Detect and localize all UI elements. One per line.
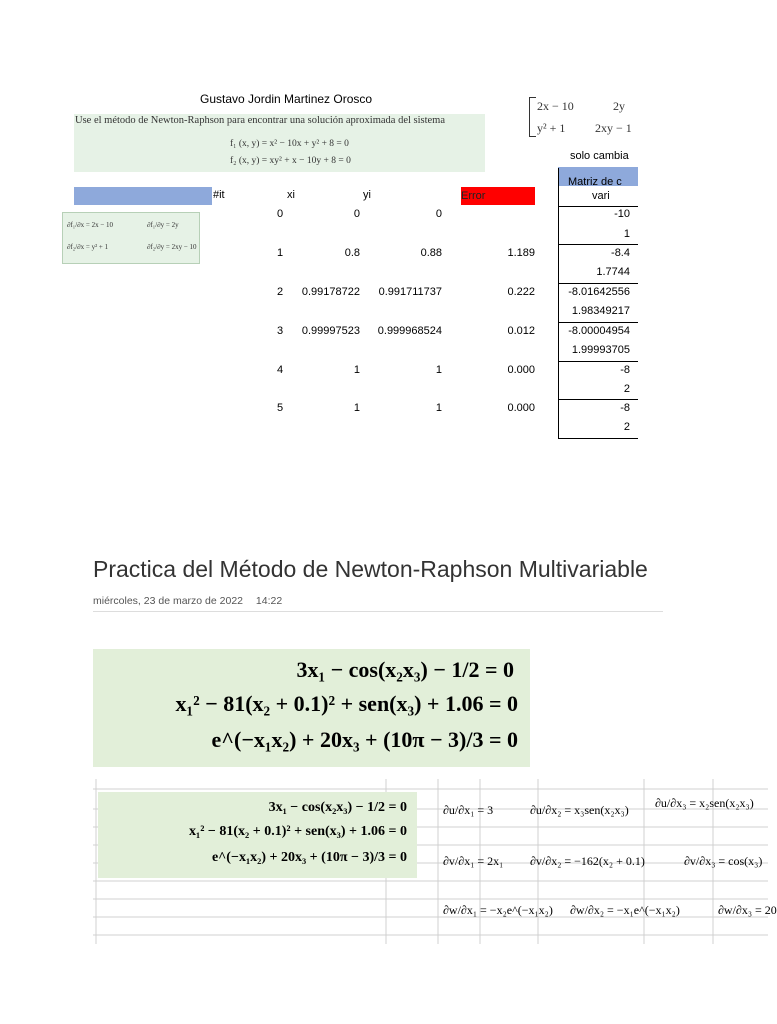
page-date bbox=[93, 595, 282, 607]
row0-matrix-1: -10 bbox=[614, 208, 630, 220]
row2-y: 0.991711737 bbox=[378, 286, 442, 298]
deriv-f1-y: ∂f₁/∂y = 2y bbox=[147, 221, 179, 229]
row3-matrix-2: 1.99993705 bbox=[571, 344, 630, 356]
col-header-error: Error bbox=[461, 187, 535, 205]
partial-w-x3: ∂w/∂x₃ = 20 bbox=[718, 903, 777, 917]
row5-y: 1 bbox=[435, 402, 442, 414]
row5-it: 5 bbox=[277, 402, 284, 414]
system-equations-small-box bbox=[98, 792, 417, 878]
matrix-separator bbox=[558, 399, 638, 400]
system-equation-1: 3x₁ − cos(x₂x₃) − 1/2 = 0 bbox=[296, 657, 514, 682]
row3-matrix-1: -8.00004954 bbox=[568, 325, 630, 337]
partial-derivatives-box bbox=[62, 212, 200, 264]
small-equation-2: x₁² − 81(x₂ + 0.1)² + sen(x₃) + 1.06 = 0 bbox=[189, 824, 407, 839]
row4-matrix-2: 2 bbox=[623, 383, 630, 395]
page-date-text: miércoles, 23 de marzo de 2022 bbox=[93, 595, 243, 607]
title-divider bbox=[93, 611, 663, 612]
matrix-separator bbox=[558, 244, 638, 245]
row1-x: 0.8 bbox=[344, 247, 360, 259]
jacobian-matrix bbox=[527, 95, 637, 139]
col-header-x: xi bbox=[287, 189, 295, 201]
jacobian-c: y² + 1 bbox=[537, 121, 566, 135]
equation-f1: f₁ (x, y) = x² − 10x + y² + 8 = 0 bbox=[230, 139, 349, 149]
matrix-title-line2: vari bbox=[592, 190, 610, 202]
system-equation-2: x₁² − 81(x₂ + 0.1)² + sen(x₃) + 1.06 = 0 bbox=[175, 691, 518, 716]
partial-v-x1: ∂v/∂x₁ = 2x₁ bbox=[443, 854, 504, 868]
row1-matrix-1: -8.4 bbox=[611, 247, 630, 259]
row3-error: 0.012 bbox=[507, 325, 535, 337]
matrix-bracket bbox=[529, 97, 536, 137]
matrix-separator bbox=[558, 283, 638, 284]
row2-error: 0.222 bbox=[507, 286, 535, 298]
page-time: 14:22 bbox=[255, 595, 283, 607]
system-equation-3: e^(−x₁x₂) + 20x₃ + (10π − 3)/3 = 0 bbox=[211, 727, 518, 752]
partial-u-x1: ∂u/∂x₁ = 3 bbox=[443, 803, 494, 817]
row2-it: 2 bbox=[277, 286, 284, 298]
row0-matrix-2: 1 bbox=[623, 228, 630, 240]
author-name: Gustavo Jordin Martinez Orosco bbox=[200, 92, 373, 106]
page-title: Practica del Método de Newton-Raphson Multivariable bbox=[93, 556, 648, 582]
screenshot-crop-edge bbox=[638, 80, 768, 460]
row4-matrix-1: -8 bbox=[620, 364, 630, 376]
row5-matrix-1: -8 bbox=[620, 402, 630, 414]
row5-error: 0.000 bbox=[507, 402, 535, 414]
row0-y: 0 bbox=[435, 208, 442, 220]
partial-u-x3: ∂u/∂x₃ = x₂sen(x₂x₃) bbox=[655, 796, 754, 810]
row5-matrix-2: 2 bbox=[623, 421, 630, 433]
partial-v-x2: ∂v/∂x₂ = −162(x₂ + 0.1) bbox=[530, 854, 645, 868]
matrix-separator bbox=[558, 322, 638, 323]
row2-matrix-1: -8.01642556 bbox=[568, 286, 630, 298]
row3-x: 0.99997523 bbox=[301, 325, 360, 337]
small-equation-1: 3x₁ − cos(x₂x₃) − 1/2 = 0 bbox=[268, 800, 407, 815]
row1-matrix-2: 1.7744 bbox=[596, 266, 630, 278]
problem-statement: Use el método de Newton-Raphson para encontrar una solución aproximada del sistema bbox=[75, 115, 446, 126]
row4-y: 1 bbox=[435, 364, 442, 376]
row0-x: 0 bbox=[353, 208, 360, 220]
deriv-f1-x: ∂f₁/∂x = 2x − 10 bbox=[67, 221, 114, 229]
small-equation-3: e^(−x₁x₂) + 20x₃ + (10π − 3)/3 = 0 bbox=[211, 850, 407, 865]
row4-error: 0.000 bbox=[507, 364, 535, 376]
partial-u-x2: ∂u/∂x₂ = x₃sen(x₂x₃) bbox=[530, 803, 629, 817]
row4-it: 4 bbox=[277, 364, 284, 376]
header-highlight-left bbox=[74, 187, 212, 205]
row1-it: 1 bbox=[277, 247, 284, 259]
deriv-f2-y: ∂f₂/∂y = 2xy − 10 bbox=[147, 243, 197, 251]
partial-w-x1: ∂w/∂x₁ = −x₂e^(−x₁x₂) bbox=[443, 903, 553, 917]
matrix-separator bbox=[558, 361, 638, 362]
col-header-iteration: #it bbox=[213, 189, 225, 201]
col-header-y: yi bbox=[363, 189, 371, 201]
jacobian-a: 2x − 10 bbox=[537, 99, 574, 113]
row0-it: 0 bbox=[277, 208, 284, 220]
system-equations-box bbox=[93, 649, 530, 767]
row5-x: 1 bbox=[353, 402, 360, 414]
row3-y: 0.999968524 bbox=[377, 325, 442, 337]
row0-error bbox=[470, 207, 535, 222]
row4-x: 1 bbox=[353, 364, 360, 376]
row2-matrix-2: 1.98349217 bbox=[571, 305, 630, 317]
row1-error: 1.189 bbox=[507, 247, 535, 259]
partial-v-x3: ∂v/∂x₃ = cos(x₃) bbox=[684, 854, 763, 868]
jacobian-b: 2y bbox=[613, 99, 625, 113]
matrix-title-line1: Matriz de c bbox=[568, 176, 622, 188]
partial-w-x2: ∂w/∂x₂ = −x₁e^(−x₁x₂) bbox=[570, 903, 680, 917]
equation-f2: f₂ (x, y) = xy² + x − 10y + 8 = 0 bbox=[230, 156, 351, 166]
row1-y: 0.88 bbox=[420, 247, 442, 259]
note-solo-cambia: solo cambia bbox=[570, 150, 629, 162]
jacobian-d: 2xy − 1 bbox=[595, 121, 632, 135]
row3-it: 3 bbox=[277, 325, 284, 337]
row2-x: 0.99178722 bbox=[301, 286, 360, 298]
deriv-f2-x: ∂f₂/∂x = y² + 1 bbox=[67, 243, 109, 251]
matrix-column-title bbox=[568, 175, 622, 203]
